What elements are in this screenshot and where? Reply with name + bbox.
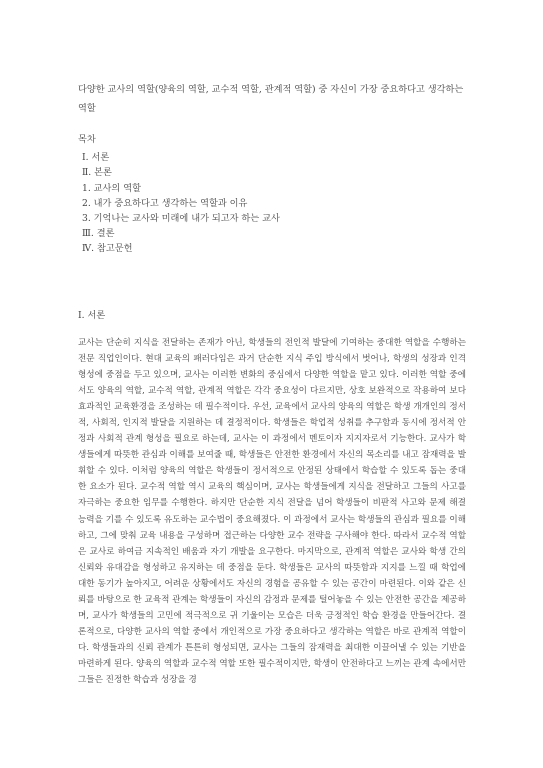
table-of-contents [78,132,458,257]
toc-item-references: Ⅳ. 참고문헌 [82,243,133,255]
toc-item-memorable-teacher: 3. 기억나는 교사와 미래에 내가 되고자 하는 교사 [82,213,280,225]
toc-item-conclusion: Ⅲ. 결론 [82,228,115,240]
document-title: 다양한 교사의 역할(양육의 역할, 교수적 역할, 관계적 역할) 중 자신이 가장 중요하다고 생각하는 역할 [78,84,464,114]
section-heading-intro: Ⅰ. 서론 [78,310,106,321]
toc-item-main: Ⅱ. 본론 [82,167,112,179]
toc-item-intro: Ⅰ. 서론 [82,152,110,164]
toc-heading: 목차 [78,134,96,145]
section-body-text: 교사는 단순히 지식을 전달하는 존재가 아닌, 학생들의 전인적 발달에 기여하는 중대한 역할을 수행하는 전문 직업인이다. 현대 교육의 패러다임은 과거 단순한 지식 주입 방식에서 벗어나, 학생의 성장과 인격 형성에 중점을 두고 있으며, 교사는 이러한 변화의 중심에서 다양한 역할을 맡고 있다. 이러한 역할 중에서도 양육의 역할, 교수적 역할, 관계적 역할은 각각 중요성이 다르지만, 상호 보완적으로 작용하여 보다 효과적인 교육환경을 조성하는 데 필수적이다. 우선, 교육에서 교사의 양육의 역할은 학생 개개인의 정서적, 사회적, 인지적 발달을 지원하는 데 결정적이다. 학생들은 학업적 성취를 추구함과 동시에 정서적 안정과 사회적 관계 형성을 필요로 하는데, 교사는 이 과정에서 멘토이자 지지자로서 기능한다. 교사가 학생들에게 따뜻한 관심과 이해를 보여줄 때, 학생들은 안전한 환경에서 자신의 목소리를 내고 잠재력을 발휘할 수 있다. 이처럼 양육의 역할은 학생들이 정서적으로 안정된 상태에서 학습할 수 있도록 돕는 중대한 요소가 된다. 교수적 역할 역시 교육의 핵심이며, 교사는 학생들에게 지식을 전달하고 그들의 사고를 자극하는 중요한 임무를 수행한다. 하지만 단순한 지식 전달을 넘어 학생들이 비판적 사고와 문제 해결 능력을 기를 수 있도록 유도하는 교수법이 중요해졌다. 이 과정에서 교사는 학생들의 관심과 필요를 이해하고, 그에 맞춰 교육 내용을 구성하며 접근하는 다양한 교수 전략을 구사해야 한다. 따라서 교수적 역할은 교사로 하여금 지속적인 배움과 자기 개발을 요구한다. 마지막으로, 관계적 역할은 교사와 학생 간의 신뢰와 유대감을 형성하고 유지하는 데 중점을 둔다. 학생들은 교사의 따뜻함과 지지를 느낄 때 학업에 대한 동기가 높아지고, 어려운 상황에서도 자신의 경험을 공유할 수 있는 공간이 마련된다. 이와 같은 신뢰를 바탕으로 한 교육적 관계는 학생들이 자신의 감정과 문제를 털어놓을 수 있는 안전한 공간을 제공하며, 교사가 학생들의 고민에 적극적으로 귀 기울이는 모습은 더욱 긍정적인 학습 환경을 만들어간다. 결론적으로, 다양한 교사의 역할 중에서 개인적으로 가장 중요하다고 생각하는 역할은 바로 관계적 역할이다. 학생들과의 신뢰 관계가 튼튼히 형성되면, 교사는 그들의 잠재력을 최대한 이끌어낼 수 있는 기반을 마련하게 된다. 양육의 역할과 교수적 역할 또한 필수적이지만, 학생이 안전하다고 느끼는 관계 속에서만 그들은 진정한 학습과 성장을 경 [78,338,466,685]
toc-item-teacher-roles: 1. 교사의 역할 [82,182,141,194]
toc-list [78,150,458,256]
toc-item-important-role: 2. 내가 중요하다고 생각하는 역할과 이유 [82,197,248,209]
